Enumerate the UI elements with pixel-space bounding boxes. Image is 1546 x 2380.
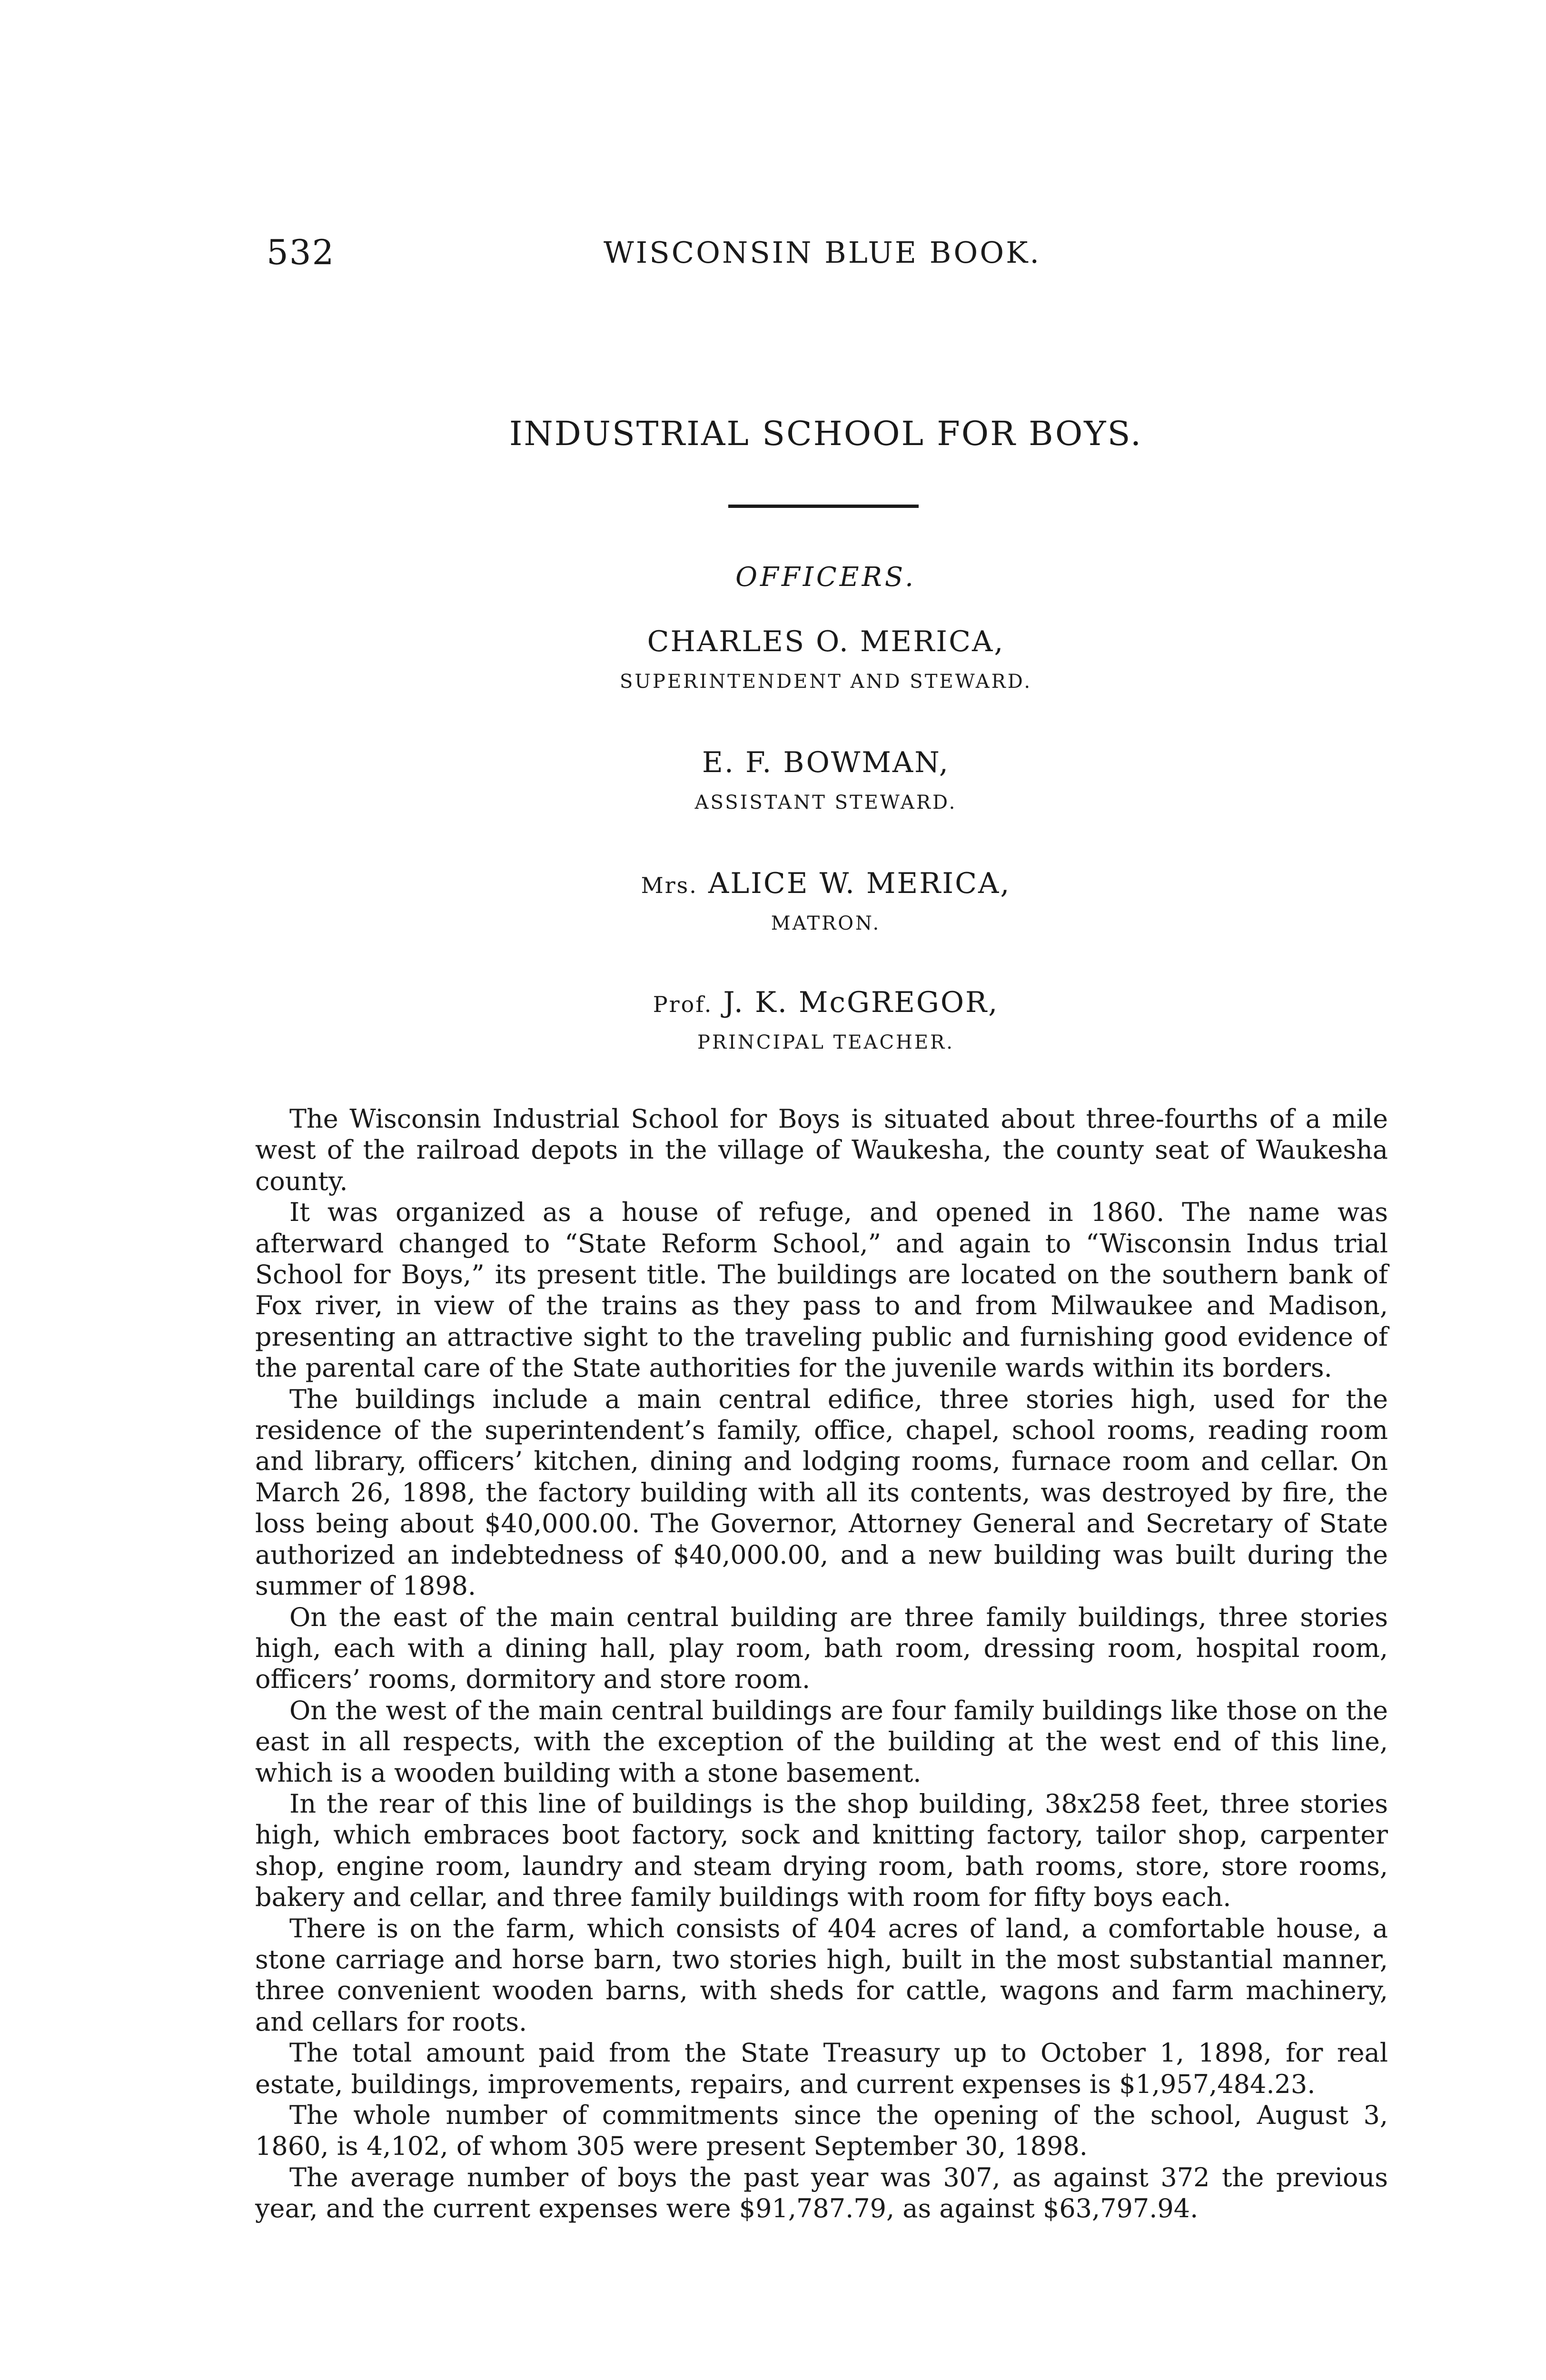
paragraph: It was organized as a house of refuge, and opened in 1860. The name was afterward changed to “State Reform School,” and again to “Wisconsin Indus trial School for Boys,” its present title. The buildings are located on the southern bank of Fox river, in view of the trains as they pass to and from Milwaukee and Madison, presenting an attractive sight to the traveling public and furnishing good evidence of the parental care of the State authorities for the juvenile wards within its borders. <box>255 1197 1388 1383</box>
paragraph: On the west of the main central buildings are four family buildings like those on the east in all respects, with the exception of the building at the west end of this line, which is a wooden building with a stone basement. <box>255 1695 1388 1788</box>
page-number: 532 <box>267 232 335 272</box>
officer-name <box>0 627 1546 656</box>
officer-entry <box>0 627 1546 691</box>
paragraph: In the rear of this line of buildings is the shop building, 38x258 feet, three stories high, which embraces boot factory, sock and knitting factory, tailor shop, carpenter shop, engine room, laundry and steam drying room, bath rooms, store, store rooms, bakery and cellar, and three family buildings with room for fifty boys each. <box>255 1788 1388 1913</box>
officer-title: PRINCIPAL TEACHER. <box>697 1031 954 1053</box>
paragraph: The average number of boys the past year was 307, as against 372 the previous year, and the current expenses were $91,787.79, as against $63,797.94. <box>255 2162 1388 2224</box>
paragraph: On the east of the main central building are three family buildings, three stories high, each with a dining hall, play room, bath room, dressing room, hospital room, officers’ rooms, dormitory and store room. <box>255 1602 1388 1695</box>
officer-entry <box>0 748 1546 812</box>
officer-name <box>0 988 1546 1017</box>
officer-prefix: Mrs. <box>641 873 698 898</box>
paragraph: The whole number of commitments since the opening of the school, August 3, 1860, is 4,102, of whom 305 were present September 30, 1898. <box>255 2100 1388 2162</box>
paragraph: The buildings include a main central edifice, three stories high, used for the residence of the superintendent’s family, office, chapel, school rooms, reading room and library, officers’ kitchen, dining and lodging rooms, furnace room and cellar. On March 26, 1898, the factory building with all its contents, was destroyed by fire, the loss being about $40,000.00. The Governor, Attorney General and Secretary of State authorized an indebtedness of $40,000.00, and a new building was built during the summer of 1898. <box>255 1384 1388 1601</box>
officer-entry <box>0 869 1546 933</box>
officer-title: SUPERINTENDENT AND STEWARD. <box>619 671 1032 693</box>
title-rule <box>728 505 919 508</box>
paragraph: The Wisconsin Industrial School for Boys is situated about three-fourths of a mile west of the railroad depots in the village of Waukesha, the county seat of Waukesha county. <box>255 1104 1388 1196</box>
paragraph: There is on the farm, which consists of 404 acres of land, a comfortable house, a stone carriage and horse barn, two stories high, built in the most substantial manner, three convenient wooden barns, with sheds for cattle, wagons and farm machinery, and cellars for roots. <box>255 1913 1388 2037</box>
officer-title: ASSISTANT STEWARD. <box>694 792 957 813</box>
officer-name <box>0 869 1546 898</box>
officer-name-text: CHARLES O. MERICA, <box>647 625 1005 658</box>
officer-prefix: Prof. <box>653 992 713 1017</box>
officer-name-text: ALICE W. MERICA, <box>708 867 1011 900</box>
running-head: WISCONSIN BLUE BOOK. <box>604 235 1041 270</box>
officer-entry <box>0 988 1546 1052</box>
paragraph: The total amount paid from the State Treasury up to October 1, 1898, for real estate, buildings, improvements, repairs, and current expenses is $1,957,484.23. <box>255 2038 1388 2099</box>
body-text <box>255 1103 1388 2224</box>
officer-name-text: E. F. BOWMAN, <box>702 746 950 779</box>
officer-name <box>0 748 1546 777</box>
officer-name-text: J. K. McGREGOR, <box>723 986 999 1019</box>
page-header <box>267 232 1361 280</box>
officer-title: MATRON. <box>771 912 881 934</box>
officers-heading: OFFICERS. <box>735 562 916 593</box>
section-title: INDUSTRIAL SCHOOL FOR BOYS. <box>509 414 1143 453</box>
